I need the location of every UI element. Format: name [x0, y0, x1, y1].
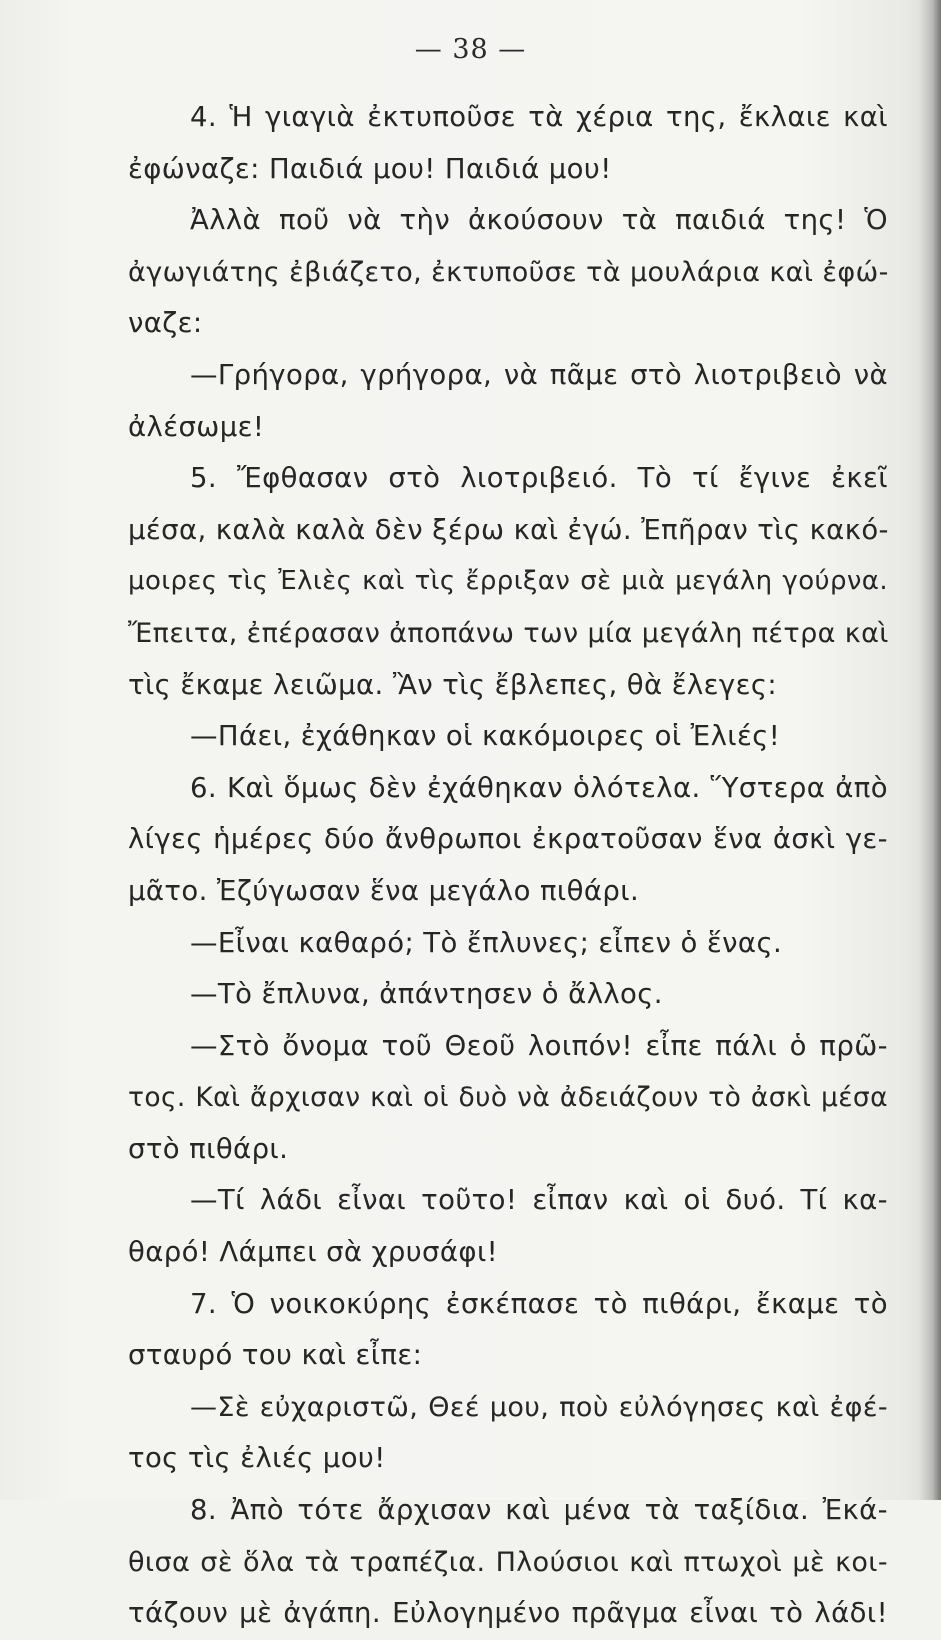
text-line: Ἀλλὰ ποῦ νὰ τὴν ἀκούσουν τὰ παιδιά της! Ὁ	[190, 204, 888, 237]
text-line: σταυρό του καὶ εἶπε:	[128, 1339, 423, 1372]
text-line: στὸ πιθάρι.	[128, 1132, 289, 1165]
text-line: λίγες ἡμέρες δύο ἄνθρωποι ἐκρατοῦσαν ἕνα ἀσκὶ γε-	[128, 823, 888, 856]
text-line: —Πάει, ἐχάθηκαν οἱ κακόμοιρες οἱ Ἐλιές!	[190, 720, 781, 753]
text-line: ἀγωγιάτης ἐβιάζετο, ἐκτυποῦσε τὰ μουλάρια καὶ ἐφώ-	[128, 256, 889, 288]
page-spine-shadow	[919, 0, 941, 1500]
text-line: 5. Ἔφθασαν στὸ λιοτριβειό. Τὸ τί ἔγινε ἐκεῖ	[190, 462, 888, 495]
page-number: — 38 —	[414, 34, 527, 65]
text-line: ἐφώναζε: Παιδιά μου! Παιδιά μου!	[128, 152, 612, 185]
text-line: 4. Ἡ γιαγιὰ ἐκτυποῦσε τὰ χέρια της, ἔκλαιε καὶ	[190, 101, 888, 133]
text-line: μέσα, καλὰ καλὰ δὲν ξέρω καὶ ἐγώ. Ἐπῆραν τὶς κακό-	[128, 513, 889, 546]
text-line: —Τὸ ἔπλυνα, ἀπάντησεν ὁ ἄλλος.	[190, 978, 663, 1011]
text-line: τος τὶς ἐλιές μου!	[128, 1442, 386, 1475]
text-line: ναζε:	[128, 307, 203, 340]
text-line: 8. Ἀπὸ τότε ἄρχισαν καὶ μένα τὰ ταξίδια. Ἐκά-	[190, 1494, 888, 1527]
text-line: Ἔπειτα, ἐπέρασαν ἀποπάνω των μία μεγάλη πέτρα καὶ	[128, 617, 889, 649]
text-line: μᾶτο. Ἐζύγωσαν ἕνα μεγάλο πιθάρι.	[128, 874, 640, 907]
text-line: —Σὲ εὐχαριστῶ, Θεέ μου, ποὺ εὐλόγησες καὶ ἐφέ-	[190, 1391, 888, 1423]
text-line: μοιρες τὶς Ἐλιὲς καὶ τὶς ἔρριξαν σὲ μιὰ μεγάλη γούρνα.	[128, 566, 888, 597]
text-line: —Τί λάδι εἶναι τοῦτο! εἶπαν καὶ οἱ δυό. Τί κα-	[190, 1184, 888, 1217]
text-line: θαρό! Λάμπει σὰ χρυσάφι!	[128, 1236, 499, 1269]
text-line: 7. Ὁ νοικοκύρης ἐσκέπασε τὸ πιθάρι, ἔκαμε τὸ	[190, 1287, 888, 1320]
body-text	[128, 92, 888, 1640]
text-line: 6. Καὶ ὅμως δὲν ἐχάθηκαν ὁλότελα. Ὕστερα ἀπὸ	[190, 771, 888, 804]
text-line: ἀλέσωμε!	[128, 410, 265, 443]
text-line: —Γρήγορα, γρήγορα, νὰ πᾶμε στὸ λιοτριβειὸ νὰ	[190, 358, 888, 391]
text-line: τος. Καὶ ἄρχισαν καὶ οἱ δυὸ νὰ ἀδειάζουν τὸ ἀσκὶ μέσα	[128, 1082, 888, 1114]
text-line: τάζουν μὲ ἀγάπη. Εὐλογημένο πρᾶγμα εἶναι τὸ λάδι!	[128, 1597, 888, 1630]
text-line: —Εἶναι καθαρό; Τὸ ἔπλυνες; εἶπεν ὁ ἕνας.	[190, 926, 783, 959]
text-line: —Στὸ ὄνομα τοῦ Θεοῦ λοιπόν! εἶπε πάλι ὁ πρῶ-	[190, 1029, 888, 1062]
text-line: θισα σὲ ὅλα τὰ τραπέζια. Πλούσιοι καὶ πτωχοὶ μὲ κοι-	[128, 1546, 888, 1578]
text-line: τὶς ἔκαμε λειῶμα. Ἂν τὶς ἔβλεπες, θὰ ἔλεγες:	[128, 668, 778, 701]
